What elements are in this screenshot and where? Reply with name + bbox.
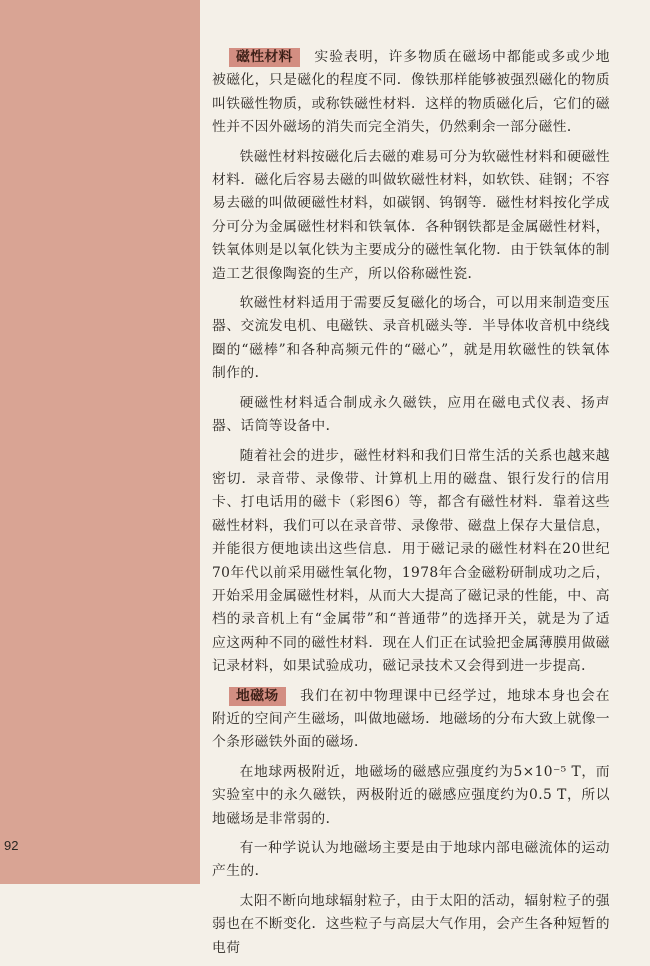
paragraph: 随着社会的进步，磁性材料和我们日常生活的关系也越来越密切．录音带、录像带、计算机上用的磁盘、银行发行的信用卡、打电话用的磁卡（彩图6）等，都含有磁性材料．靠着这些磁性材料，我们可以在录音带、录像带、磁盘上保存大量信息，并能很方便地读出这些信息．用于磁记录的磁性材料在20世纪70年代以前采用磁性氧化物，1978年合金磁粉研制成功之后，开始采用金属磁性材料，从而大大提高了磁记录的性能，中、高档的录音机上有“金属带”和“普通带”的选择开关，就是为了适应这两种不同的磁性材料．现在人们正在试验把金属薄膜用做磁记录材料，如果试验成功，磁记录技术又会得到进一步提高． xyxy=(212,447,610,675)
paragraph: 有一种学说认为地磁场主要是由于地球内部电磁流体的运动产生的． xyxy=(212,840,610,880)
section-magnetic-materials-intro xyxy=(212,46,610,140)
paragraph-text: 我们在初中物理课中已经学过，地球本身也会在附近的空间产生磁场，叫做地磁场．地磁场的分布大致上就像一个条形磁铁外面的磁场． xyxy=(212,687,610,751)
page-margin-strip xyxy=(0,0,200,884)
section-heading-magnetic-materials: 磁性材料 xyxy=(229,48,300,67)
page-content xyxy=(212,46,610,966)
paragraph: 在地球两极附近，地磁场的磁感应强度约为5×10⁻⁵ T，而实验室中的永久磁铁，两极附近的磁感应强度约为0.5 T，所以地磁场是非常弱的． xyxy=(212,763,610,827)
paragraph-text: 实验表明，许多物质在磁场中都能或多或少地被磁化，只是磁化的程度不同．像铁那样能够被强烈磁化的物质叫铁磁性物质，或称铁磁性材料．这样的物质磁化后，它们的磁性并不因外磁场的消失而完全消失，仍然剩余一部分磁性． xyxy=(212,49,610,136)
paragraph: 软磁性材料适用于需要反复磁化的场合，可以用来制造变压器、交流发电机、电磁铁、录音机磁头等．半导体收音机中绕线圈的“磁棒”和各种高频元件的“磁心”，就是用软磁性的铁氧体制作的． xyxy=(212,295,610,382)
section-geomagnetic-intro xyxy=(212,685,610,755)
section-heading-geomagnetic-field: 地磁场 xyxy=(229,687,286,706)
paragraph: 硬磁性材料适合制成永久磁铁，应用在磁电式仪表、扬声器、话筒等设备中． xyxy=(212,394,610,435)
paragraph: 铁磁性材料按磁化后去磁的难易可分为软磁性材料和硬磁性材料．磁化后容易去磁的叫做软磁性材料，如软铁、硅钢；不容易去磁的叫做硬磁性材料，如碳钢、钨钢等．磁性材料按化学成分可分为金属磁性材料和铁氧体．各种钢铁都是金属磁性材料，铁氧体则是以氧化铁为主要成分的磁性氧化物．由于铁氧体的制造工艺很像陶瓷的生产，所以俗称磁性瓷． xyxy=(212,148,610,282)
page-number: 92 xyxy=(4,838,19,853)
paragraph: 太阳不断向地球辐射粒子，由于太阳的活动，辐射粒子的强弱也在不断变化．这些粒子与高层大气作用，会产生各种短暂的电荷 xyxy=(212,892,610,956)
